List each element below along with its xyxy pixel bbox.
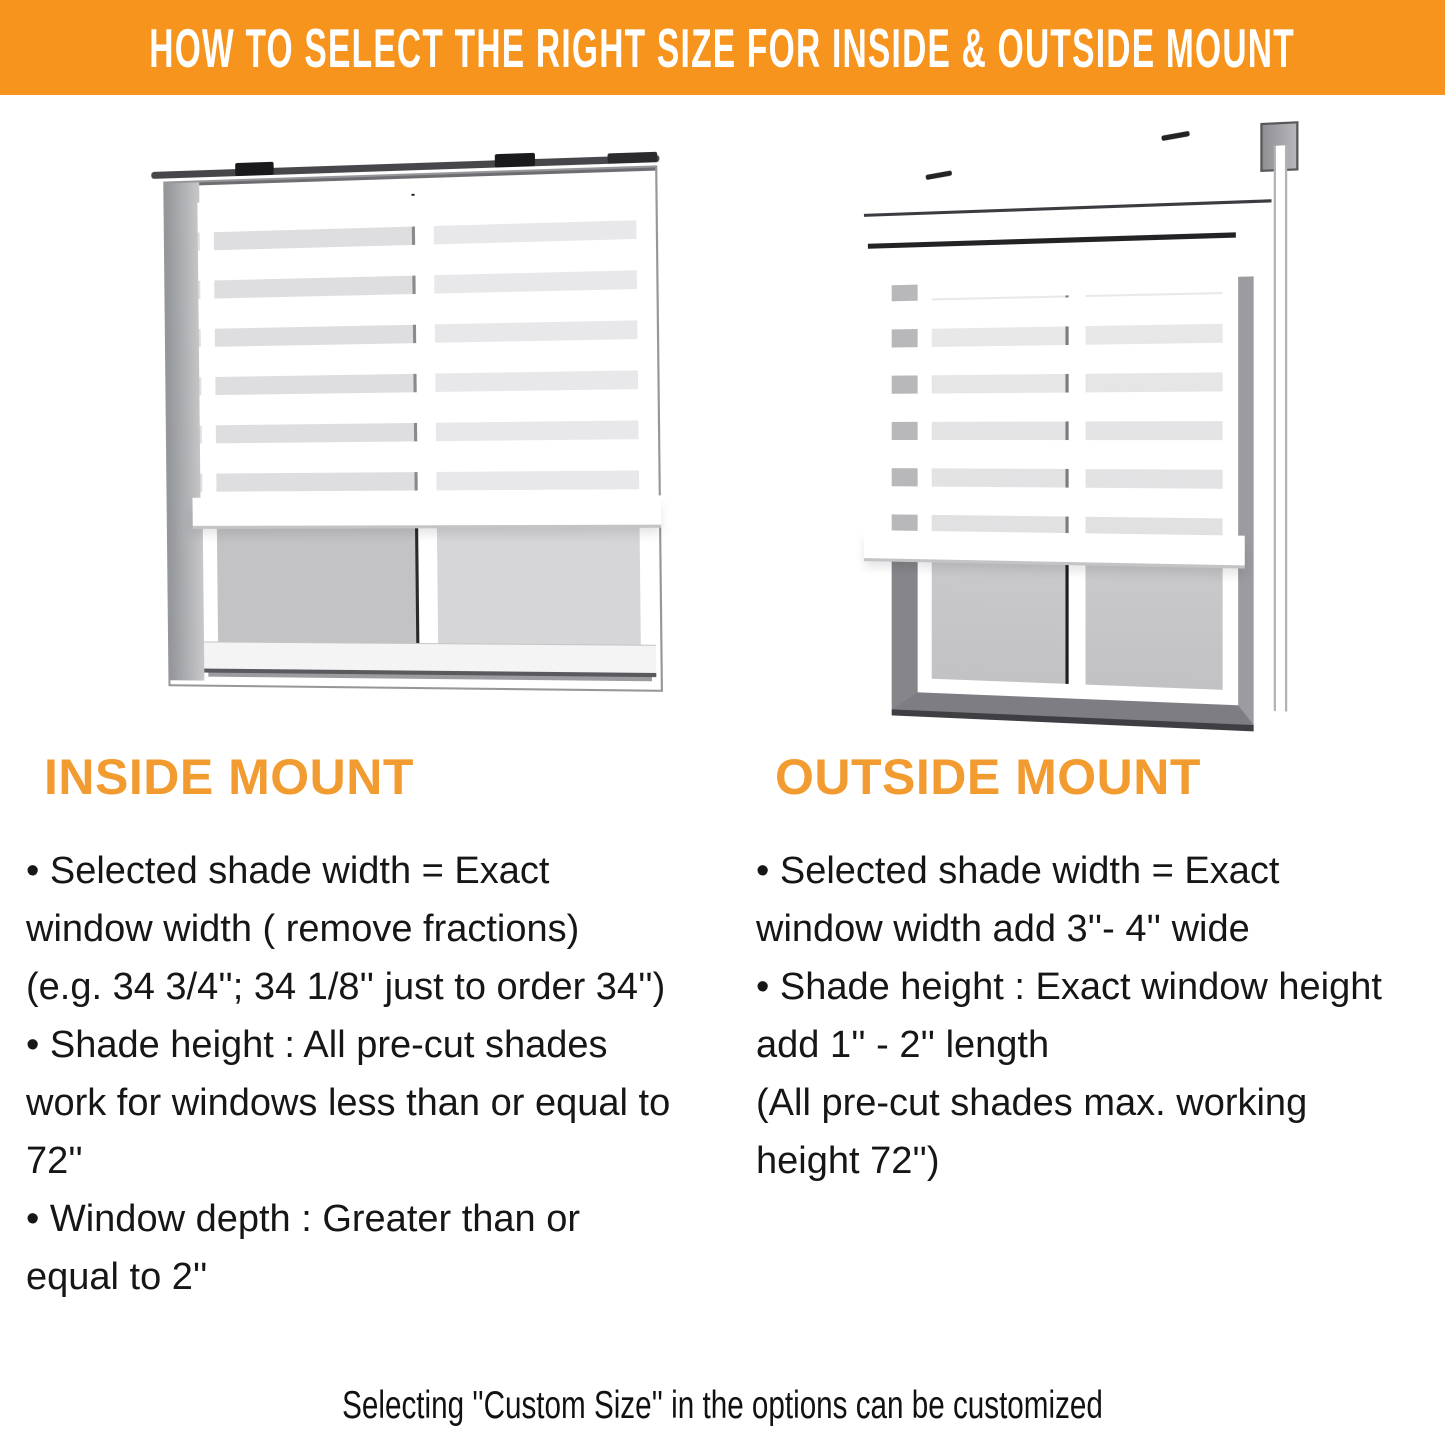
wall-side-trim <box>1274 145 1287 711</box>
outside-mount-title: OUTSIDE MOUNT <box>775 749 1201 805</box>
zebra-blind-bands <box>866 245 1234 538</box>
instruction-line: • Selected shade width = Exact <box>26 850 550 892</box>
instruction-line: add 1'' - 2'' length <box>756 1024 1050 1066</box>
instruction-line: • Shade height : Exact window height <box>756 966 1382 1008</box>
zebra-blind <box>197 188 656 499</box>
inside-window-perspective <box>147 127 672 733</box>
wall-screw-mark-icon <box>925 170 952 180</box>
instruction-line: work for windows less than or equal to <box>26 1082 671 1124</box>
zebra-blind-bands <box>197 188 656 499</box>
zebra-blind-bottom-rail <box>192 495 661 525</box>
instruction-line: (e.g. 34 3/4''; 34 1/8'' just to order 34'') <box>26 966 666 1008</box>
inside-mount-illustration <box>150 146 650 726</box>
mount-clip-icon <box>495 153 535 168</box>
headrail-endcap <box>608 152 658 164</box>
instruction-line: (All pre-cut shades max. working <box>756 1082 1308 1124</box>
footer-note <box>0 1384 1445 1428</box>
instruction-line: • Window depth : Greater than or <box>26 1198 581 1240</box>
inside-mount-instructions <box>26 842 731 1306</box>
window-sill <box>204 641 656 677</box>
outside-mount-instructions <box>756 842 1436 1190</box>
zebra-blind <box>866 245 1234 538</box>
mount-clip-icon <box>235 162 274 176</box>
instruction-line: 72'' <box>26 1140 83 1182</box>
mounting-board-edge <box>864 199 1272 217</box>
footer-note-text: Selecting ''Custom Size'' in the options can be customized <box>342 1384 1103 1427</box>
inside-mount-title: INSIDE MOUNT <box>44 749 414 805</box>
outside-window-perspective <box>860 115 1337 761</box>
instruction-line: height 72'') <box>756 1140 940 1182</box>
instruction-line: equal to 2'' <box>26 1256 208 1298</box>
instruction-line: window width add 3''- 4'' wide <box>756 908 1250 950</box>
wall-screw-mark-icon <box>1161 131 1190 141</box>
instruction-line: • Selected shade width = Exact <box>756 850 1280 892</box>
instruction-line: • Shade height : All pre-cut shades <box>26 1024 608 1066</box>
instruction-line: window width ( remove fractions) <box>26 908 580 950</box>
banner-title: HOW TO SELECT THE RIGHT SIZE FOR INSIDE & OUTSIDE MOUNT <box>149 16 1296 79</box>
outside-mount-illustration <box>860 138 1310 738</box>
banner <box>0 0 1445 95</box>
